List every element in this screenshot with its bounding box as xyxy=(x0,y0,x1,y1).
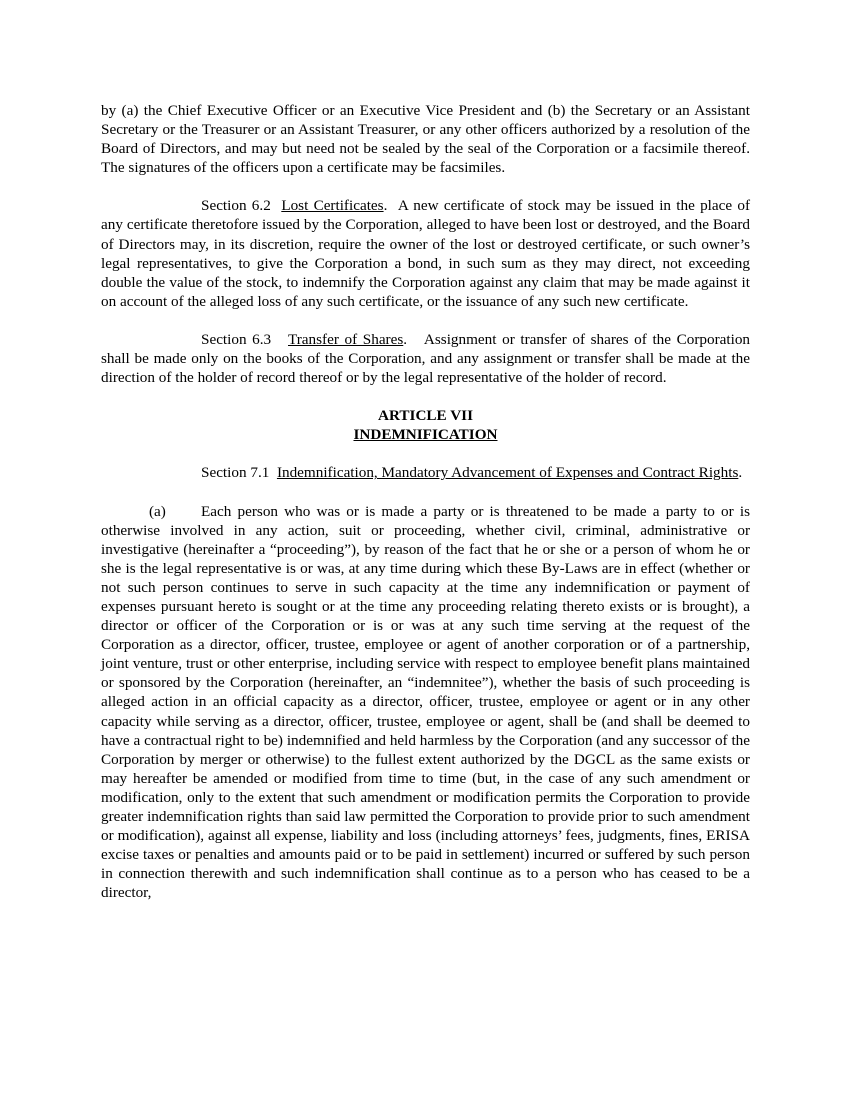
article-heading xyxy=(101,406,750,444)
subsection-a-label: (a) xyxy=(149,502,166,520)
section-6-2-paragraph: Section 6.2 Lost Certificates. A new certificate of stock may be issued in the place of any certificate theretofore issued by the Corporation, alleged to have been lost or destroyed, and the Board of Directors may, in its discretion, require the owner of the lost or destroyed certificate, or such owner’s legal representatives, to give the Corporation a bond, in such sum as they may direct, not exceeding double the value of the stock, to indemnify the Corporation against any claim that may be made against it on account of the alleged loss of any such certificate, or the issuance of any such new certificate. xyxy=(101,197,751,310)
document-page xyxy=(101,101,750,902)
section-7-1-title: Indemnification, Mandatory Advancement of Expenses and Contract Rights xyxy=(276,464,739,482)
section-6-2-text: A new certificate of stock may be issued in the place of any certificate theretofore issued by the Corporation, alleged to have been lost or destroyed, and the Board of Directors may, in its discretion, require the owner of the lost or destroyed certificate, or such owner’s legal representatives, to give the Corporation a bond, in such sum as they may direct, not exceeding double the value of the stock, to indemnify the Corporation against any claim that may be made against it on account of the alleged loss of any such certificate, or the issuance of any such new certificate. xyxy=(101,197,751,310)
section-7-1-number: Section 7.1 xyxy=(201,464,270,482)
section-6-3-paragraph: Section 6.3 Transfer of Shares. Assignment or transfer of shares of the Corporation shall be made only on the books of the Corporation, and any assignment or transfer shall be made at the direction of the holder of record thereof or by the legal representative of the holder of record. xyxy=(101,330,751,387)
section-7-1-heading: Section 7.1 Indemnification, Mandatory Advancement of Expenses and Contract Rights. xyxy=(201,464,743,482)
subsection-a-paragraph xyxy=(101,502,750,903)
section-6-2-title: Lost Certificates xyxy=(281,197,384,215)
section-6-3-title: Transfer of Shares xyxy=(288,330,404,348)
section-6-3-number: Section 6.3 xyxy=(201,330,272,348)
continuation-paragraph: by (a) the Chief Executive Officer or an Executive Vice President and (b) the Secretary or an Assistant Secretary or the Treasurer or an Assistant Treasurer, or any other officers authorized by a resolution of the Board of Directors, and may but need not be sealed by the seal of the Corporation or a facsimile thereof. The signatures of the officers upon a certificate may be facsimiles. xyxy=(101,102,750,177)
article-title: INDEMNIFICATION xyxy=(353,426,498,444)
subsection-a-text: Each person who was or is made a party or is threatened to be made a party to or is otherwise involved in any action, suit or proceeding, whether civil, criminal, administrative or investigative (hereinafter a “proceeding”), by reason of the fact that he or she or a person of whom he or she is the legal representative is or was, at any time during which these By-Laws are in effect (whether or not such person continues to serve in such capacity at the time any indemnification or payment of expenses pursuant hereto is sought or at the time any proceeding relating thereto exists or is brought), a director or officer of the Corporation or is or was at any such time serving at the request of the Corporation as a director, officer, trustee, employee or agent of another corporation or of a partnership, joint venture, trust or other enterprise, including service with respect to employee benefit plans maintained or sponsored by the Corporation (hereinafter, an “indemnitee”), whether the basis of such proceeding is alleged action in an official capacity as a director, officer, trustee, employee or agent or in any other capacity while serving as a director, officer, trustee, employee or agent, shall be (and shall be deemed to have a contractual right to be) indemnified and held harmless by the Corporation (and any successor of the Corporation by merger or otherwise) to the fullest extent authorized by the DGCL as the same exists or may hereafter be amended or modified from time to time (but, in the case of any such amendment or modification, only to the extent that such amendment or modification permits the Corporation to provide greater indemnification rights than said law permitted the Corporation to provide prior to such amendment or modification), against all expense, liability and loss (including attorneys’ fees, judgments, fines, ERISA excise taxes or penalties and amounts paid or to be paid in settlement) incurred or suffered by such person in connection therewith and such indemnification shall continue as to a person who has ceased to be a director, xyxy=(101,502,750,902)
section-6-2-number: Section 6.2 xyxy=(201,197,271,215)
article-number: ARTICLE VII xyxy=(378,407,473,425)
section-6-3-text: Assignment or transfer of shares of the Corporation shall be made only on the books of the Corporation, and any assignment or transfer shall be made at the direction of the holder of record thereof or by the legal representative of the holder of record. xyxy=(101,330,751,387)
